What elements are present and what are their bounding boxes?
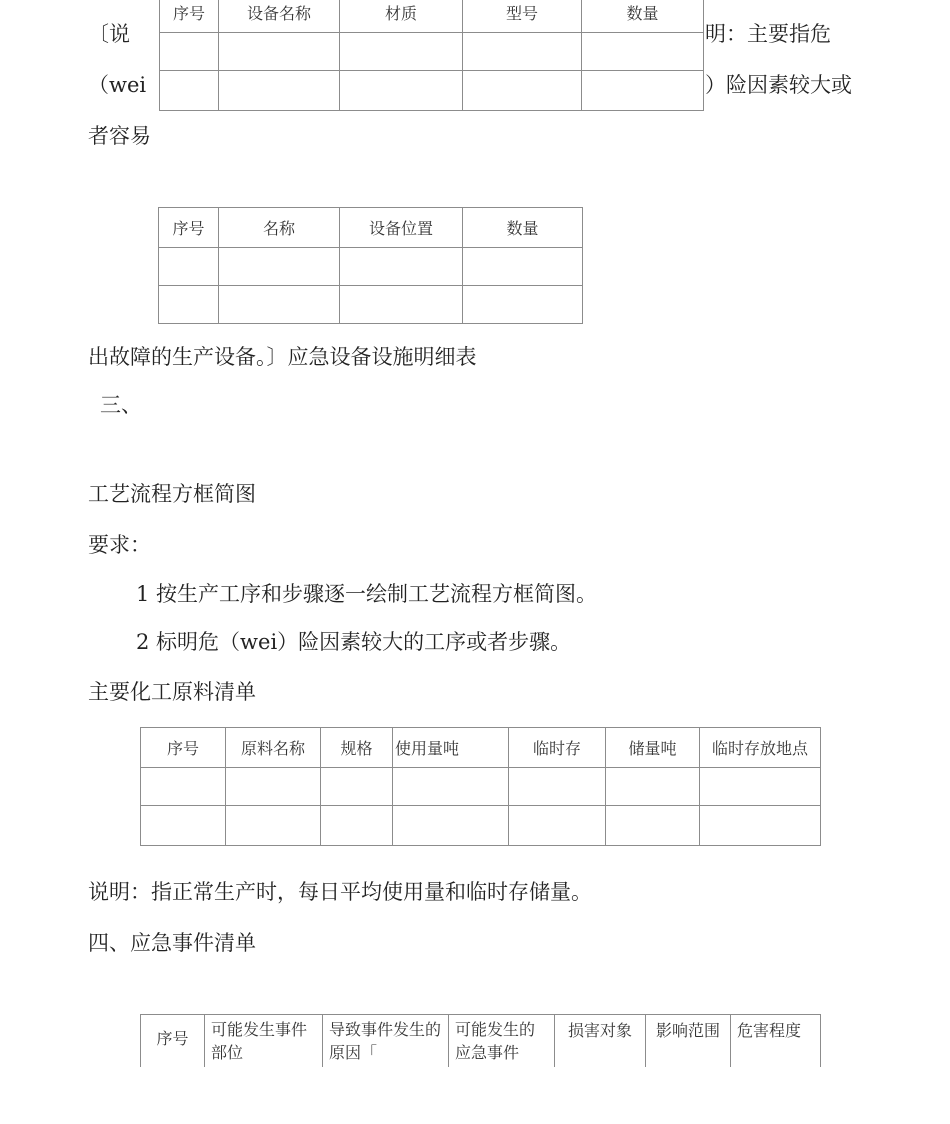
table-cell (606, 768, 700, 806)
materials-title: 主要化工原料清单 (88, 680, 256, 704)
table-cell (582, 71, 704, 111)
table-header-cell: 影响范围 (646, 1015, 731, 1067)
table-header-cell: 使用量吨 (393, 728, 509, 768)
table-header-cell: 危害程度 (731, 1015, 821, 1067)
table-cell (606, 806, 700, 846)
table-header-cell: 名称 (219, 208, 340, 248)
requirement-item-1: 1 按生产工序和步骤逐一绘制工艺流程方框简图。 (136, 582, 598, 606)
table-header-cell: 临时存 (509, 728, 606, 768)
table-header-cell: 可能发生的应急事件 (449, 1015, 555, 1067)
table-cell (340, 71, 463, 111)
table-cell (463, 33, 582, 71)
table-row (141, 768, 821, 806)
table-cell (463, 286, 583, 324)
table-header-cell: 数量 (463, 208, 583, 248)
table-cell (159, 286, 219, 324)
table-cell (226, 806, 321, 846)
equipment-table (159, 0, 704, 111)
table-header-cell: 可能发生事件部位 (205, 1015, 323, 1067)
table-row (159, 248, 583, 286)
table-header-row (141, 728, 821, 768)
table-header-cell: 序号 (141, 728, 226, 768)
table-cell (219, 286, 340, 324)
table-cell (700, 768, 821, 806)
table-cell (582, 33, 704, 71)
table-header-cell: 规格 (321, 728, 393, 768)
table-cell (463, 248, 583, 286)
section-four-heading: 四、应急事件清单 (88, 931, 256, 955)
table-cell (509, 768, 606, 806)
table-header-cell: 原料名称 (226, 728, 321, 768)
table-header-cell: 设备名称 (219, 0, 340, 33)
table-cell (219, 71, 340, 111)
note-fragment-right-2: ）险因素较大或 (705, 73, 852, 97)
materials-note: 说明：指正常生产时，每日平均使用量和临时存储量。 (88, 880, 592, 904)
table-cell (321, 768, 393, 806)
table-header-row (159, 208, 583, 248)
table-cell (141, 768, 226, 806)
table-header-cell: 设备位置 (340, 208, 463, 248)
table-cell (219, 248, 340, 286)
table-cell (463, 71, 582, 111)
table-row (160, 33, 704, 71)
table-header-cell: 型号 (463, 0, 582, 33)
requirements-label: 要求： (88, 533, 151, 557)
table-header-cell: 损害对象 (555, 1015, 646, 1067)
table-header-row (141, 1015, 821, 1067)
facilities-table (158, 207, 583, 324)
table-header-row (160, 0, 704, 33)
table-header-cell: 序号 (141, 1015, 205, 1067)
materials-table (140, 727, 821, 846)
table-header-cell: 序号 (160, 0, 219, 33)
table-cell (340, 286, 463, 324)
table-row (141, 806, 821, 846)
table-cell (340, 33, 463, 71)
table-header-cell: 材质 (340, 0, 463, 33)
table-cell (393, 806, 509, 846)
fault-equipment-text: 出故障的生产设备。〕应急设备设施明细表 (88, 345, 477, 369)
requirement-item-2: 2 标明危（wei）险因素较大的工序或者步骤。 (136, 630, 572, 654)
note-fragment-right-1: 明：主要指危 (705, 22, 831, 46)
section-three-heading: 三、 (100, 393, 142, 417)
table-header-cell: 导致事件发生的原因「 (323, 1015, 449, 1067)
table-cell (226, 768, 321, 806)
table-cell (219, 33, 340, 71)
table-row (159, 286, 583, 324)
table-cell (160, 71, 219, 111)
note-fragment-left-1: 〔说 (88, 22, 130, 46)
table-cell (700, 806, 821, 846)
note-fragment-3: 者容易 (88, 124, 151, 148)
table-cell (393, 768, 509, 806)
table-cell (141, 806, 226, 846)
flow-diagram-title: 工艺流程方框简图 (88, 482, 256, 506)
emergency-events-table (140, 1014, 821, 1067)
table-header-cell: 临时存放地点 (700, 728, 821, 768)
table-cell (321, 806, 393, 846)
note-fragment-left-2: （wei (88, 73, 147, 97)
table-header-cell: 序号 (159, 208, 219, 248)
table-header-cell: 数量 (582, 0, 704, 33)
table-cell (159, 248, 219, 286)
table-header-cell: 储量吨 (606, 728, 700, 768)
table-cell (340, 248, 463, 286)
table-cell (509, 806, 606, 846)
table-cell (160, 33, 219, 71)
table-row (160, 71, 704, 111)
